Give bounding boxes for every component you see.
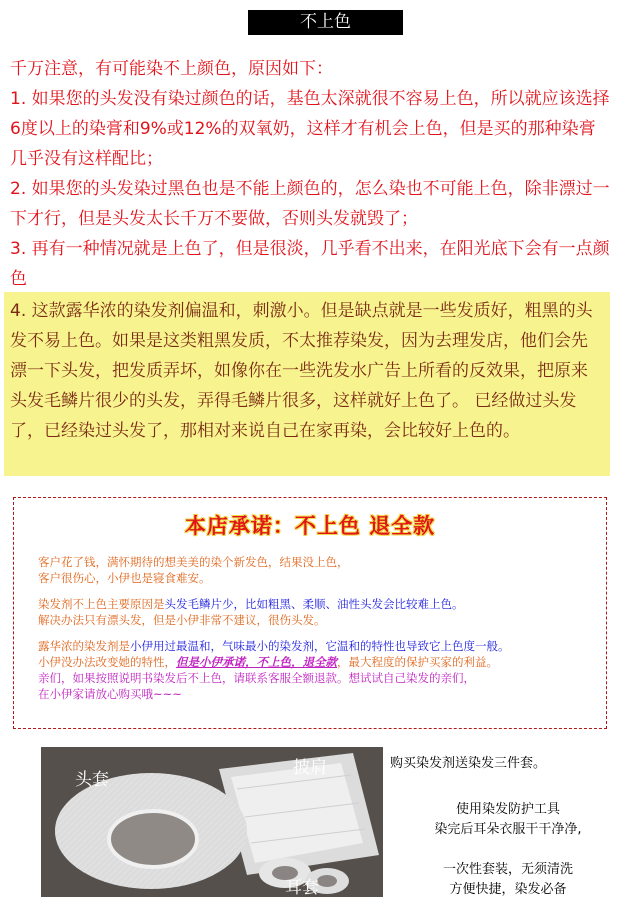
page-title: 不上色 [248, 10, 403, 35]
promise-p3-line3: 亲们，如果按照说明书染发后不上色，请联系客服全额退款。想试试自己染发的亲们， [38, 671, 475, 685]
intro-section [10, 54, 610, 294]
promise-p2-line1-b: 头发毛鳞片少，比如粗黑、柔顺、油性头发会比较难上色。 [164, 597, 464, 611]
gift-line-5: 方便快捷，染发必备 [449, 882, 567, 897]
promise-title: 本店承诺：不上色 退全款 [184, 514, 436, 538]
promise-p1-line1: 客户花了钱，满怀期待的想美美的染个新发色，结果没上色， [38, 555, 349, 569]
promise-p3-line2-a: 小伊没办法改变她的特性， [38, 655, 176, 669]
ear-cover-label: 耳套 [285, 878, 319, 897]
note-4-text: 4. 这款露华浓的染发剂偏温和，刺激小。但是缺点就是一些发质好，粗黑的头发不易上色。如果是这类粗黑发质，不太推荐染发，因为去理发店，他们会先漂一下头发，把发质弄坏，如像你在一些洗发水广告上所看的反效果，把原来头发毛鳞片很少的头发，弄得毛鳞片很多，这样就好上色了。 已经做过头发了，已经染过头发了，那相对来说自己在家再染，会比较好上色的。 [10, 301, 593, 441]
promise-p1-line2: 客户很伤心，小伊也是寝食难安。 [38, 571, 211, 585]
promise-p3-line4: 在小伊家请放心购买哦~~~ [38, 687, 182, 701]
promise-p2-line1 [38, 596, 598, 612]
intro-reason-3: 3. 再有一种情况就是上色了，但是很淡，几乎看不出来，在阳光底下会有一点颜色 [10, 239, 610, 289]
promise-p3-line1 [38, 638, 598, 654]
promise-p2-line1-a: 染发剂不上色主要原因是 [38, 597, 165, 611]
intro-warning: 千万注意，有可能染不上颜色，原因如下： [10, 59, 333, 79]
product-photo [41, 747, 383, 897]
note-4-box [4, 292, 610, 476]
gift-line-3: 染完后耳朵衣服干干净净, [434, 822, 582, 837]
gift-line-2: 使用染发防护工具 [455, 802, 560, 817]
gift-headline: 购买染发剂送染发三件套。 [390, 756, 547, 771]
promise-p3-line1-b: 小伊用过最温和，气味最小的染发剂，它温和的特性也导致它上色度一般。 [130, 639, 510, 653]
promise-refund-highlight: 但是小伊承诺，不上色，退全款 [176, 655, 337, 669]
cap-label: 头套 [75, 770, 109, 790]
intro-reason-1: 1. 如果您的头发没有染过颜色的话，基色太深就很不容易上色，所以就应该选择6度以上的染膏和9%或12%的双氧奶，这样才有机会上色，但是买的那种染膏几乎没有这样配比； [10, 89, 610, 169]
promise-p2-line2: 解决办法只有漂头发，但是小伊非常不建议，很伤头发。 [38, 613, 326, 627]
gift-line-4: 一次性套装，无须清洗 [442, 862, 573, 877]
intro-reason-2: 2. 如果您的头发染过黑色也是不能上颜色的，怎么染也不可能上色，除非漂过一下才行，但是头发太长千万不要做，否则头发就毁了； [10, 179, 610, 229]
store-promise-box [13, 497, 607, 729]
promise-p3-line2 [38, 654, 598, 670]
promise-body [38, 554, 598, 702]
promise-p3-line2-b: ，最大程度的保护买家的利益。 [337, 655, 498, 669]
promise-p3-line1-a: 露华浓的染发剂是 [38, 639, 130, 653]
cap-shape [55, 773, 247, 889]
cape-label: 披肩 [293, 758, 327, 778]
